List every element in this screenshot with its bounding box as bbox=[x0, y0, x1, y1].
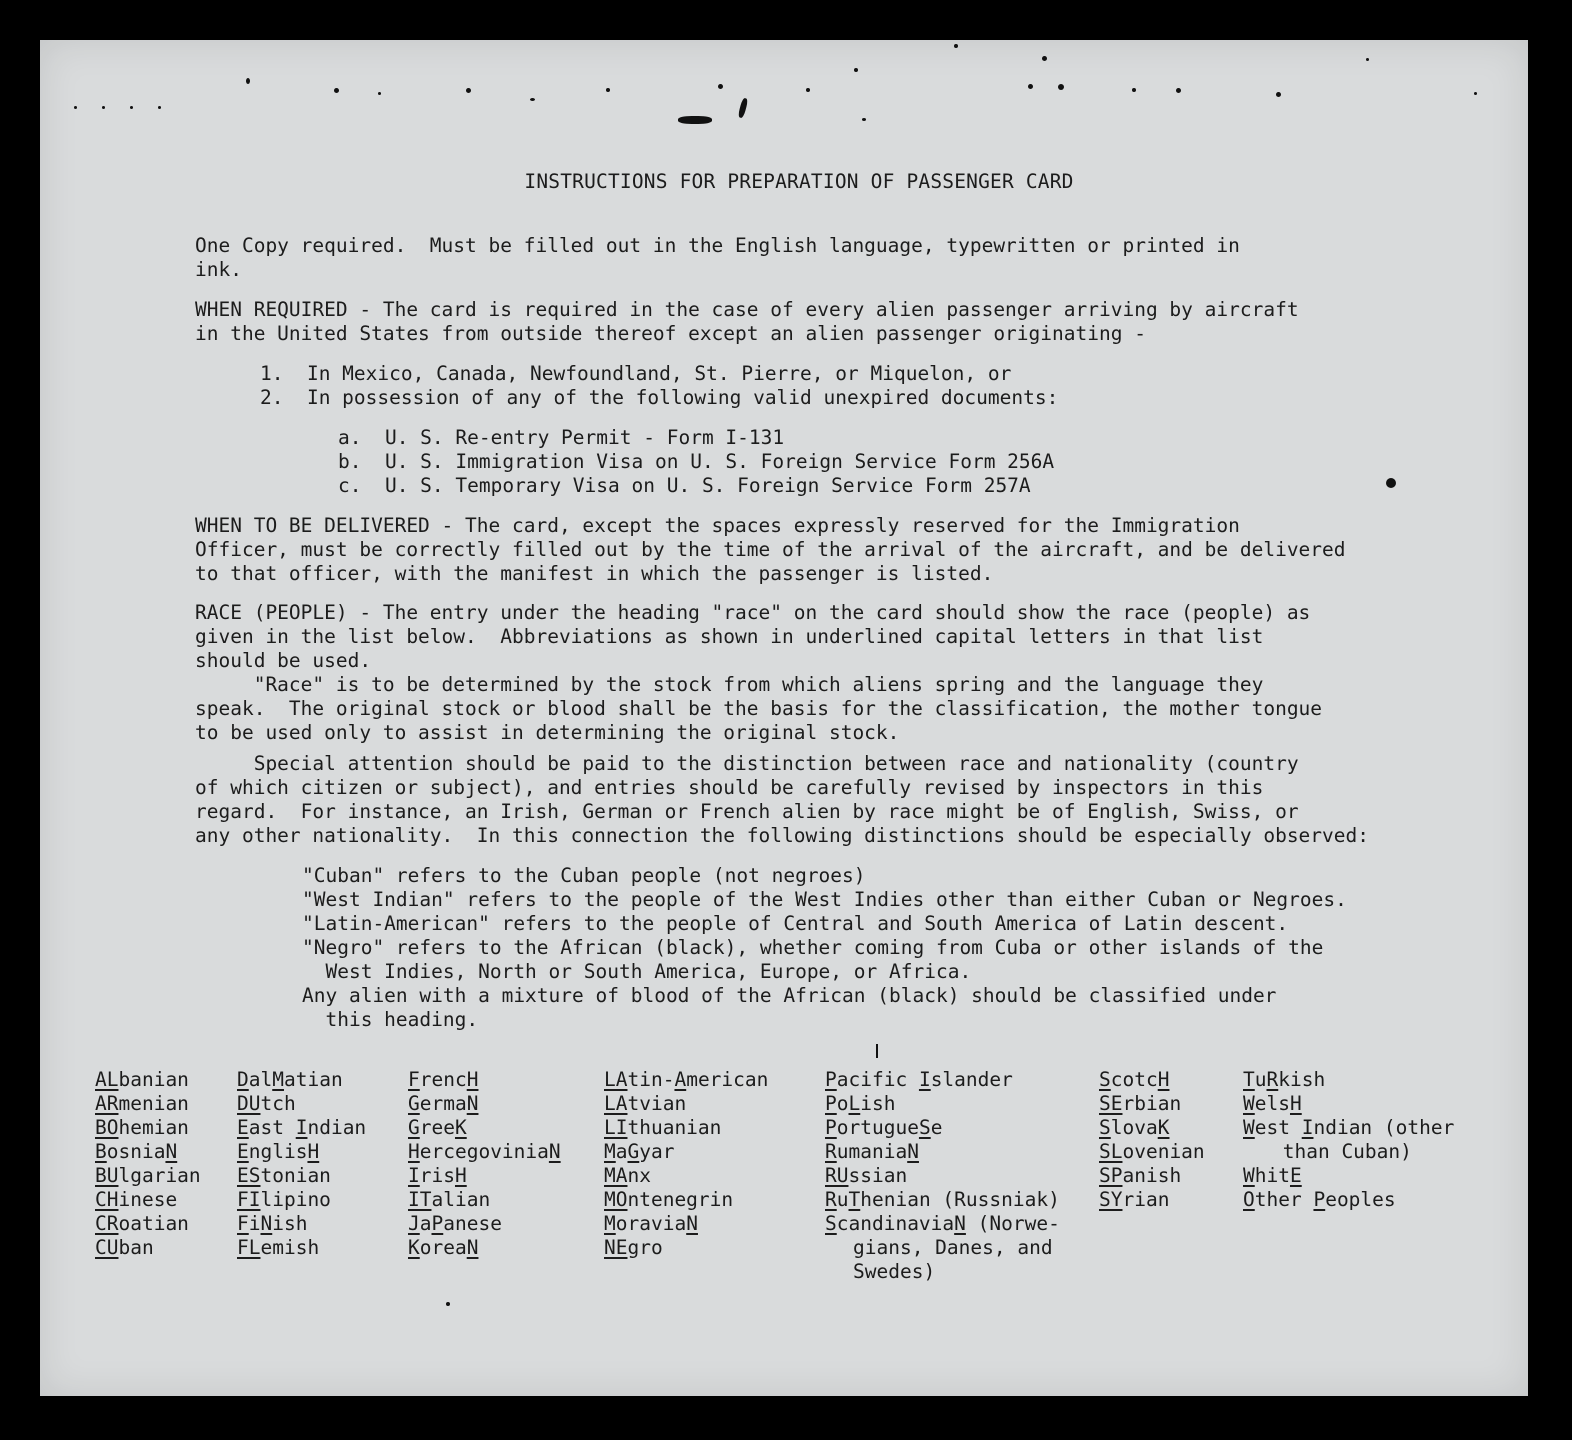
race-abbreviation: T bbox=[1243, 1068, 1255, 1091]
race-abbreviation: K bbox=[408, 1236, 420, 1259]
race-abbreviation: H bbox=[1289, 1092, 1302, 1115]
ink-speck bbox=[1028, 84, 1033, 89]
race-abbreviation: N bbox=[548, 1140, 561, 1163]
race-abbreviation: I bbox=[918, 1068, 931, 1091]
race-name-text: gians, Danes, and bbox=[853, 1236, 1053, 1259]
race-name-text: orea bbox=[419, 1236, 467, 1259]
race-column bbox=[825, 1068, 1060, 1284]
race-entry bbox=[1243, 1068, 1454, 1092]
race-abbreviation: B bbox=[95, 1140, 107, 1163]
race-entry bbox=[604, 1140, 768, 1164]
race-abbreviation: O bbox=[1243, 1188, 1255, 1211]
race-name-text: els bbox=[1254, 1092, 1290, 1115]
race-abbreviation: S bbox=[918, 1116, 931, 1139]
race-name-text: hit bbox=[1254, 1164, 1290, 1187]
race-abbreviation: F bbox=[237, 1212, 249, 1235]
ink-speck bbox=[530, 98, 535, 101]
race-abbreviation: M bbox=[604, 1140, 616, 1163]
race-entry bbox=[95, 1212, 201, 1236]
race-abbreviation: AR bbox=[95, 1092, 119, 1115]
race-name-text: e bbox=[930, 1116, 943, 1139]
race-name-text: oatian bbox=[118, 1212, 189, 1235]
race-column bbox=[1243, 1068, 1454, 1212]
race-name-text: oravia bbox=[615, 1212, 687, 1235]
ink-speck bbox=[466, 88, 471, 93]
race-abbreviation: E bbox=[237, 1116, 249, 1139]
race-abbreviation: R bbox=[825, 1188, 837, 1211]
origin-list: 1. In Mexico, Canada, Newfoundland, St. Pierre, or Miquelon, or 2. In possession of any of the following valid unexpired documents: bbox=[260, 362, 1059, 409]
race-abbreviation: IT bbox=[408, 1188, 432, 1211]
race-abbreviation: H bbox=[454, 1164, 467, 1187]
race-abbreviation: SE bbox=[1099, 1092, 1123, 1115]
race-abbreviation: P bbox=[1313, 1188, 1326, 1211]
race-abbreviation: NE bbox=[604, 1236, 628, 1259]
race-name-text: rian bbox=[1122, 1188, 1170, 1211]
race-abbreviation: BO bbox=[95, 1116, 119, 1139]
race-entry bbox=[408, 1236, 561, 1260]
race-entry bbox=[1243, 1140, 1454, 1164]
race-name-text: menian bbox=[118, 1092, 189, 1115]
race-entry bbox=[825, 1188, 1060, 1212]
race-entry bbox=[237, 1188, 366, 1212]
race-name-text: (Norwe- bbox=[965, 1212, 1060, 1235]
race-abbreviation: G bbox=[408, 1116, 420, 1139]
ink-speck bbox=[876, 1044, 878, 1058]
ink-speck bbox=[738, 98, 749, 119]
race-abbreviation: S bbox=[1099, 1068, 1111, 1091]
race-abbreviation: S bbox=[825, 1212, 837, 1235]
ink-speck bbox=[378, 92, 381, 95]
race-entry bbox=[408, 1092, 561, 1116]
race-entry bbox=[1243, 1092, 1454, 1116]
race-entry bbox=[1243, 1116, 1454, 1140]
race-abbreviation: M bbox=[604, 1212, 616, 1235]
race-entry bbox=[604, 1236, 768, 1260]
race-entry bbox=[237, 1236, 366, 1260]
race-name-text: lova bbox=[1110, 1116, 1158, 1139]
race-name-text: ree bbox=[419, 1116, 455, 1139]
race-abbreviation: P bbox=[431, 1212, 444, 1235]
ink-speck bbox=[334, 88, 339, 93]
race-abbreviation: CU bbox=[95, 1236, 119, 1259]
race-name-text: than Cuban) bbox=[1271, 1140, 1412, 1163]
race-entry bbox=[95, 1068, 201, 1092]
ink-speck bbox=[1366, 58, 1369, 61]
race-abbreviation: MA bbox=[604, 1164, 628, 1187]
race-entry bbox=[408, 1164, 561, 1188]
race-name-text: alian bbox=[431, 1188, 491, 1211]
document-title: INSTRUCTIONS FOR PREPARATION OF PASSENGER CARD bbox=[524, 170, 1074, 193]
race-entry bbox=[95, 1140, 201, 1164]
race-column bbox=[1099, 1068, 1205, 1212]
race-entry bbox=[95, 1236, 201, 1260]
race-abbreviation: J bbox=[408, 1212, 420, 1235]
race-entry bbox=[237, 1068, 366, 1092]
race-name-text: lipino bbox=[260, 1188, 331, 1211]
race-abbreviation: P bbox=[825, 1068, 837, 1091]
race-entry bbox=[825, 1260, 1060, 1284]
race-abbreviation: F bbox=[408, 1068, 420, 1091]
race-name-text: i bbox=[248, 1212, 261, 1235]
distinctions-list: "Cuban" refers to the Cuban people (not negroes) "West Indian" refers to the people of the West Indies other than either Cuban or Negroes. "Latin-American" refers to the people of Central and South America of Latin descent. "Negro" refers to the African (black), whether coming from Cuba or other islands of the West Indies, North or South America, Europe, or Africa. Any alien with a mixture of blood of the African (black) should be classified under this heading. bbox=[302, 864, 1347, 1031]
race-paragraph: RACE (PEOPLE) - The entry under the heading "race" on the card should show the race (people) as given in the list below. Abbreviations as shown in underlined capital letters in that list should be used. "Race" is to be determined by the stock from which aliens spring and the language they speak. The original stock or blood shall be the basis for the classification, the mother tongue to be used only to assist in determining the original stock. bbox=[195, 601, 1323, 744]
race-abbreviation: D bbox=[237, 1068, 249, 1091]
race-name-text: acific bbox=[836, 1068, 919, 1091]
race-name-text: anish bbox=[1122, 1164, 1182, 1187]
race-name-text: al bbox=[248, 1068, 273, 1091]
race-name-text: ish bbox=[860, 1092, 896, 1115]
ink-speck bbox=[678, 116, 712, 124]
race-abbreviation: E bbox=[1289, 1164, 1302, 1187]
race-abbreviation: T bbox=[848, 1188, 861, 1211]
race-entry bbox=[604, 1068, 768, 1092]
race-abbreviation: I bbox=[408, 1164, 420, 1187]
ink-speck bbox=[446, 1302, 450, 1306]
race-name-text: eoples bbox=[1325, 1188, 1396, 1211]
race-entry bbox=[604, 1116, 768, 1140]
race-abbreviation: LI bbox=[604, 1116, 628, 1139]
race-abbreviation: P bbox=[825, 1092, 837, 1115]
race-column bbox=[95, 1068, 201, 1260]
ink-speck bbox=[246, 78, 250, 84]
race-abbreviation: CH bbox=[95, 1188, 119, 1211]
race-entry bbox=[408, 1116, 561, 1140]
race-column bbox=[604, 1068, 768, 1260]
race-abbreviation: K bbox=[454, 1116, 467, 1139]
race-abbreviation: N bbox=[165, 1140, 178, 1163]
race-name-text: ercegovinia bbox=[419, 1140, 549, 1163]
race-name-text: slander bbox=[930, 1068, 1013, 1091]
ink-speck bbox=[102, 106, 105, 109]
race-entry bbox=[1099, 1140, 1205, 1164]
ink-speck bbox=[1276, 92, 1281, 97]
race-entry bbox=[1243, 1164, 1454, 1188]
race-abbreviation: SL bbox=[1099, 1140, 1123, 1163]
race-entry bbox=[825, 1212, 1060, 1236]
race-entry bbox=[825, 1068, 1060, 1092]
race-column bbox=[237, 1068, 366, 1260]
race-abbreviation: N bbox=[907, 1140, 919, 1163]
race-abbreviation: FI bbox=[237, 1188, 261, 1211]
race-abbreviation: LA bbox=[604, 1092, 628, 1115]
race-name-text: rbian bbox=[1122, 1092, 1182, 1115]
intro-paragraph: One Copy required. Must be filled out in the English language, typewritten or printed in ink. bbox=[195, 234, 1240, 281]
race-name-text: u bbox=[836, 1188, 849, 1211]
race-abbreviation: FL bbox=[237, 1236, 261, 1259]
race-entry bbox=[604, 1092, 768, 1116]
race-column bbox=[408, 1068, 561, 1260]
race-name-text: ntenegrin bbox=[627, 1188, 734, 1211]
race-entry bbox=[95, 1092, 201, 1116]
document-page bbox=[40, 40, 1528, 1396]
race-abbreviation: H bbox=[466, 1068, 479, 1091]
race-abbreviation: LA bbox=[604, 1068, 628, 1091]
race-name-text: a bbox=[419, 1212, 432, 1235]
race-name-text: cotc bbox=[1110, 1068, 1158, 1091]
race-abbreviation: M bbox=[272, 1068, 284, 1091]
race-name-text: banian bbox=[118, 1068, 189, 1091]
race-name-text: ish bbox=[272, 1212, 308, 1235]
race-abbreviation: H bbox=[307, 1140, 320, 1163]
race-name-text: anese bbox=[443, 1212, 502, 1235]
race-abbreviation: ES bbox=[237, 1164, 261, 1187]
race-name-text: ovenian bbox=[1122, 1140, 1205, 1163]
race-entry bbox=[825, 1164, 1060, 1188]
race-entry bbox=[1099, 1068, 1205, 1092]
race-entry bbox=[604, 1212, 768, 1236]
race-name-text: ban bbox=[118, 1236, 154, 1259]
ink-speck bbox=[1042, 56, 1047, 61]
race-entry bbox=[408, 1140, 561, 1164]
race-name-text: ssian bbox=[848, 1164, 908, 1187]
race-entry bbox=[825, 1092, 1060, 1116]
race-abbreviation: W bbox=[1243, 1116, 1255, 1139]
race-name-text: kish bbox=[1278, 1068, 1326, 1091]
race-name-text: thuanian bbox=[627, 1116, 722, 1139]
race-abbreviation: N bbox=[466, 1092, 479, 1115]
ink-speck bbox=[158, 106, 161, 109]
when-delivered-paragraph: WHEN TO BE DELIVERED - The card, except the spaces expressly reserved for the Immigration Officer, must be correctly filled out by the time of the arrival of the aircraft, and be delivered to that officer, with the manifest in which the passenger is listed. bbox=[195, 514, 1346, 585]
race-abbreviation: N bbox=[260, 1212, 273, 1235]
race-entry bbox=[237, 1140, 366, 1164]
race-entry bbox=[237, 1116, 366, 1140]
race-abbreviation: G bbox=[408, 1092, 420, 1115]
race-entry bbox=[825, 1140, 1060, 1164]
race-abbreviation: W bbox=[1243, 1092, 1255, 1115]
race-name-text: ndian bbox=[307, 1116, 367, 1139]
race-entry bbox=[1099, 1116, 1205, 1140]
race-abbreviation: A bbox=[674, 1068, 687, 1091]
race-abbreviation: H bbox=[408, 1140, 420, 1163]
race-entry bbox=[237, 1212, 366, 1236]
race-abbreviation: AL bbox=[95, 1068, 119, 1091]
race-name-text: u bbox=[1254, 1068, 1267, 1091]
race-entry bbox=[95, 1116, 201, 1140]
race-abbreviation: DU bbox=[237, 1092, 261, 1115]
race-name-text: ortugue bbox=[836, 1116, 919, 1139]
race-entry bbox=[604, 1188, 768, 1212]
race-name-text: est bbox=[1254, 1116, 1302, 1139]
ink-speck bbox=[1058, 84, 1064, 90]
race-entry bbox=[825, 1116, 1060, 1140]
ink-speck bbox=[954, 44, 958, 48]
race-abbreviation: E bbox=[237, 1140, 249, 1163]
ink-speck bbox=[806, 88, 810, 92]
race-abbreviation: SY bbox=[1099, 1188, 1123, 1211]
ink-speck bbox=[718, 84, 723, 89]
race-name-text: tin- bbox=[627, 1068, 675, 1091]
race-entry bbox=[825, 1236, 1060, 1260]
race-name-text: Swedes) bbox=[853, 1260, 936, 1283]
ink-speck bbox=[74, 106, 77, 109]
race-name-text: renc bbox=[419, 1068, 467, 1091]
race-name-text: umania bbox=[836, 1140, 908, 1163]
race-abbreviation: N bbox=[954, 1212, 966, 1235]
race-abbreviation: CR bbox=[95, 1212, 119, 1235]
race-name-text: tvian bbox=[627, 1092, 687, 1115]
ink-speck bbox=[1132, 88, 1136, 92]
race-name-text: lgarian bbox=[118, 1164, 201, 1187]
race-name-text: gro bbox=[627, 1236, 663, 1259]
race-abbreviation: R bbox=[825, 1140, 837, 1163]
race-abbreviation: N bbox=[686, 1212, 698, 1235]
ink-speck bbox=[130, 106, 133, 109]
race-name-text: yar bbox=[639, 1140, 675, 1163]
race-name-text: osnia bbox=[106, 1140, 166, 1163]
ink-speck bbox=[854, 68, 858, 72]
race-abbreviation: P bbox=[825, 1116, 837, 1139]
race-abbreviation: I bbox=[295, 1116, 308, 1139]
document-list: a. U. S. Re-entry Permit - Form I-131 b. U. S. Immigration Visa on U. S. Foreign Service Form 256A c. U. S. Temporary Visa on U. S. Foreign Service Form 257A bbox=[338, 426, 1055, 497]
race-abbreviation: BU bbox=[95, 1164, 119, 1187]
ink-speck bbox=[1474, 92, 1477, 95]
race-entry bbox=[95, 1164, 201, 1188]
race-name-text: ris bbox=[419, 1164, 455, 1187]
race-name-text: ast bbox=[248, 1116, 296, 1139]
race-entry bbox=[237, 1092, 366, 1116]
race-entry bbox=[1099, 1164, 1205, 1188]
race-abbreviation: G bbox=[627, 1140, 640, 1163]
race-abbreviation: K bbox=[1157, 1116, 1170, 1139]
race-name-text: ndian (other bbox=[1313, 1116, 1455, 1139]
race-entry bbox=[95, 1188, 201, 1212]
race-name-text: merican bbox=[686, 1068, 769, 1091]
race-entry bbox=[408, 1212, 561, 1236]
race-name-text: emish bbox=[260, 1236, 320, 1259]
race-abbreviation: SP bbox=[1099, 1164, 1123, 1187]
ink-speck bbox=[606, 88, 610, 92]
race-name-text: henian (Russniak) bbox=[860, 1188, 1060, 1211]
race-name-text: erma bbox=[419, 1092, 467, 1115]
race-name-text: o bbox=[836, 1092, 849, 1115]
race-abbreviation: RU bbox=[825, 1164, 849, 1187]
race-name-text: tch bbox=[260, 1092, 296, 1115]
ink-speck bbox=[862, 118, 866, 121]
race-abbreviation: W bbox=[1243, 1164, 1255, 1187]
race-entry bbox=[408, 1068, 561, 1092]
race-name-text: atian bbox=[283, 1068, 343, 1091]
race-entry bbox=[408, 1188, 561, 1212]
race-abbreviation: S bbox=[1099, 1116, 1111, 1139]
special-attention-paragraph: Special attention should be paid to the distinction between race and nationality (country of which citizen or subject), and entries should be carefully revised by inspectors in this regard. For instance, an Irish, German or French alien by race might be of English, Swiss, or any other nationality. In this connection the following distinctions should be especially observed: bbox=[195, 752, 1369, 847]
race-entry bbox=[1099, 1188, 1205, 1212]
race-entry bbox=[1243, 1188, 1454, 1212]
race-entry bbox=[237, 1164, 366, 1188]
race-entry bbox=[604, 1164, 768, 1188]
race-abbreviation: L bbox=[848, 1092, 861, 1115]
race-name-text: hemian bbox=[118, 1116, 189, 1139]
race-name-text: tonian bbox=[260, 1164, 331, 1187]
race-abbreviation: N bbox=[466, 1236, 479, 1259]
race-abbreviation: R bbox=[1266, 1068, 1279, 1091]
when-required-paragraph: WHEN REQUIRED - The card is required in the case of every alien passenger arriving by aircraft in the United States from outside thereof except an alien passenger originating - bbox=[195, 298, 1299, 345]
race-abbreviation: MO bbox=[604, 1188, 628, 1211]
race-abbreviation: I bbox=[1301, 1116, 1314, 1139]
race-name-text: nglis bbox=[248, 1140, 308, 1163]
race-name-text: inese bbox=[118, 1188, 178, 1211]
race-entry bbox=[1099, 1092, 1205, 1116]
race-name-text: ther bbox=[1254, 1188, 1314, 1211]
ink-speck bbox=[1176, 88, 1181, 93]
race-abbreviation: H bbox=[1157, 1068, 1170, 1091]
race-name-text: a bbox=[615, 1140, 628, 1163]
ink-speck bbox=[1386, 478, 1396, 488]
race-name-text: nx bbox=[627, 1164, 651, 1187]
race-name-text: candinavia bbox=[836, 1212, 955, 1235]
